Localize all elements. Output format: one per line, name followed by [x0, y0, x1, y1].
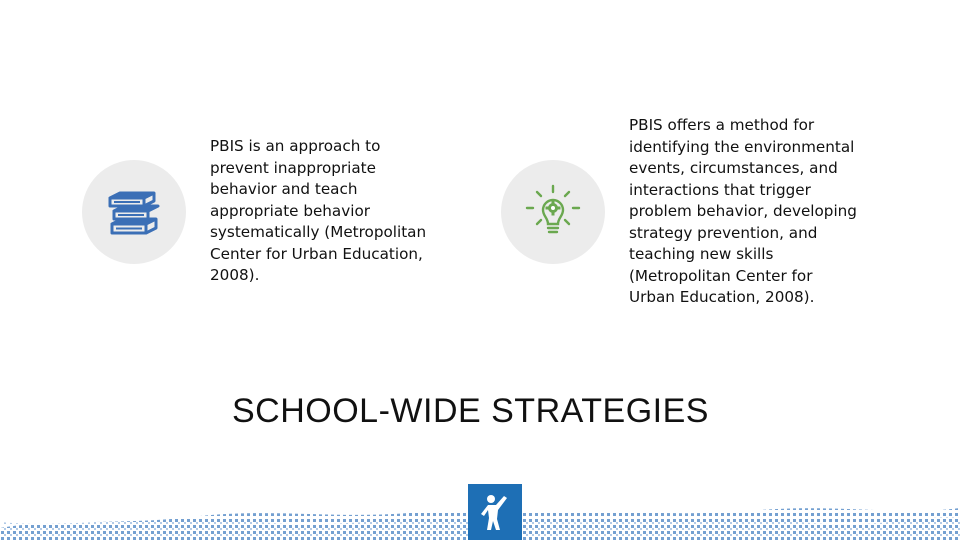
- left-card-text: PBIS is an approach to prevent inappropriate behavior and teach appropriate behavior systematically (Metropolitan Center for Urban Education, 2008).: [210, 137, 427, 284]
- lightbulb-gear-icon: [525, 184, 581, 240]
- raised-hand-figure-icon: [478, 492, 512, 532]
- books-icon: [106, 186, 162, 238]
- slide-title: SCHOOL-WIDE STRATEGIES: [232, 392, 709, 430]
- books-icon-circle: [82, 160, 186, 264]
- logo: [468, 484, 522, 540]
- lightbulb-icon-circle: [501, 160, 605, 264]
- right-card-text: PBIS offers a method for identifying the environmental events, circumstances, and interactions that trigger problem behavior, developing strategy prevention, and teaching new skills (Metropolitan Center for Urban Education, 2008).: [629, 116, 857, 306]
